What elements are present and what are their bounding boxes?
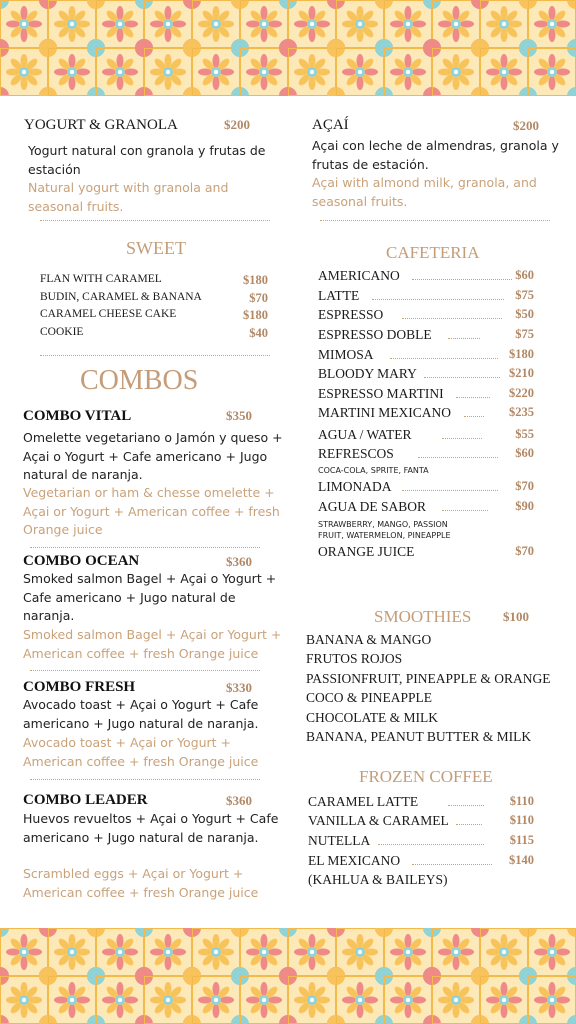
list-item: BANANA, PEANUT BUTTER & MILK	[306, 729, 532, 744]
item-price: $55	[515, 427, 534, 441]
item-price: $180	[243, 273, 268, 287]
item-price: $70	[515, 479, 534, 493]
combo-vital-description: Omelette vegetariano o Jamón y queso + Açai o Yogurt + Cafe americano + Jugo natural de naranja.	[23, 430, 283, 482]
list-item	[318, 499, 534, 519]
item-name: MARTINI MEXICANO	[318, 405, 452, 420]
item-name: VANILLA & CARAMEL	[308, 813, 449, 828]
item-price: $110	[509, 794, 534, 808]
item-name: ORANGE JUICE	[318, 544, 415, 559]
combo-leader-description-en: Scrambled eggs + Açai or Yogurt + American coffee + fresh Orange juice	[23, 866, 259, 900]
list-item	[318, 427, 534, 447]
list-item	[40, 308, 268, 326]
acai-description-en: Açai with almond milk, granola, and seasonal fruits.	[312, 175, 537, 209]
item-price: $70	[249, 291, 268, 305]
decorative-tile-border-top	[0, 0, 576, 96]
item-price: $140	[509, 853, 534, 867]
acai-description: Açai con leche de almendras, granola y frutas de estación.	[312, 138, 559, 172]
leader-dots	[412, 864, 492, 865]
list-item	[318, 307, 534, 327]
combo-ocean-title: COMBO OCEAN	[23, 553, 140, 569]
yogurt-description: Yogurt natural con granola y frutas de estación	[28, 143, 266, 177]
item-name: CARAMEL CHEESE CAKE	[40, 308, 177, 320]
list-item	[318, 288, 534, 308]
item-price: $60	[515, 268, 534, 282]
yogurt-price: $200	[224, 117, 250, 132]
leader-dots	[442, 510, 488, 511]
leader-dots	[390, 358, 498, 359]
cafeteria-heading: CAFETERIA	[386, 243, 480, 262]
list-item	[318, 446, 534, 466]
yogurt-description-en: Natural yogurt with granola and seasonal fruits.	[28, 180, 229, 214]
smoothies-heading: SMOOTHIES	[374, 607, 472, 626]
frozen-coffee-heading: FROZEN COFFEE	[359, 767, 493, 786]
combo-vital-title: COMBO VITAL	[23, 408, 132, 424]
item-name: MIMOSA	[318, 347, 374, 362]
combo-vital-price: $350	[226, 408, 252, 423]
list-item	[40, 273, 268, 291]
item-name: COOKIE	[40, 326, 84, 338]
leader-dots	[464, 416, 484, 417]
item-name: FLAN WITH CARAMEL	[40, 273, 162, 285]
agua-de-sabor-note: STRAWBERRY, MANGO, PASSION FRUIT, WATERMELON, PINEAPPLE	[318, 520, 451, 540]
divider	[40, 355, 270, 356]
divider	[30, 779, 260, 780]
item-name: LIMONADA	[318, 479, 392, 494]
item-price: $50	[515, 307, 534, 321]
acai-price: $200	[513, 118, 539, 133]
leader-dots	[372, 299, 504, 300]
list-item	[318, 327, 534, 347]
list-item	[308, 853, 534, 873]
leader-dots	[402, 490, 498, 491]
item-price: $60	[515, 446, 534, 460]
smoothies-price: $100	[503, 609, 529, 624]
item-price: $235	[509, 405, 534, 419]
combos-heading: COMBOS	[80, 365, 199, 396]
divider	[30, 547, 260, 548]
item-price: $180	[243, 308, 268, 322]
list-item	[308, 813, 534, 833]
refrescos-note: COCA-COLA, SPRITE, FANTA	[318, 466, 429, 475]
combo-ocean-price: $360	[226, 554, 252, 569]
list-item	[318, 479, 534, 499]
list-item	[318, 268, 534, 288]
decorative-tile-border-bottom	[0, 928, 576, 1024]
item-price: $90	[515, 499, 534, 513]
leader-dots	[412, 279, 512, 280]
leader-dots	[418, 457, 498, 458]
leader-dots	[442, 438, 482, 439]
combo-fresh-title: COMBO FRESH	[23, 679, 136, 695]
divider	[40, 220, 270, 221]
list-item: COCO & PINEAPPLE	[306, 690, 433, 705]
list-item	[308, 794, 534, 814]
item-price: $40	[249, 326, 268, 340]
item-name: ESPRESSO DOBLE	[318, 327, 432, 342]
list-item: PASSIONFRUIT, PINEAPPLE & ORANGE	[306, 671, 551, 686]
item-name: BLOODY MARY	[318, 366, 417, 381]
list-item: BANANA & MANGO	[306, 632, 432, 647]
item-name: AMERICANO	[318, 268, 400, 283]
item-name: AGUA / WATER	[318, 427, 412, 442]
item-price: $75	[515, 327, 534, 341]
item-price: $220	[509, 386, 534, 400]
list-item	[40, 326, 268, 344]
combo-leader-price: $360	[226, 793, 252, 808]
combo-fresh-description: Avocado toast + Açai o Yogurt + Cafe americano + Jugo natural de naranja.	[23, 697, 259, 731]
item-name: ESPRESSO MARTINI	[318, 386, 444, 401]
yogurt-title: YOGURT & GRANOLA	[24, 117, 178, 133]
combo-fresh-price: $330	[226, 680, 252, 695]
item-price: $110	[509, 813, 534, 827]
list-item: CHOCOLATE & MILK	[306, 710, 438, 725]
list-item	[318, 386, 534, 406]
item-price: $210	[509, 366, 534, 380]
leader-dots	[448, 338, 480, 339]
list-item	[318, 405, 534, 425]
divider	[320, 220, 550, 221]
leader-dots	[448, 805, 484, 806]
list-item	[40, 291, 268, 309]
leader-dots	[402, 318, 502, 319]
combo-leader-title: COMBO LEADER	[23, 792, 148, 808]
item-price: $115	[509, 833, 534, 847]
item-name: EL MEXICANO	[308, 853, 401, 868]
combo-leader-description: Huevos revueltos + Açai o Yogurt + Cafe americano + Jugo natural de naranja.	[23, 811, 279, 845]
list-item: FRUTOS ROJOS	[306, 651, 403, 666]
leader-dots	[456, 397, 490, 398]
list-item	[308, 833, 534, 853]
combo-vital-description-en: Vegetarian or ham & chesse omelette + Açai or Yogurt + American coffee + fresh Orange juice	[23, 485, 280, 537]
item-name: LATTE	[318, 288, 360, 303]
leader-dots	[456, 824, 482, 825]
item-name: ESPRESSO	[318, 307, 384, 322]
sweet-heading: SWEET	[126, 238, 186, 258]
combo-fresh-description-en: Avocado toast + Açai or Yogurt + American coffee + fresh Orange juice	[23, 735, 259, 769]
item-price: $180	[509, 347, 534, 361]
divider	[30, 670, 260, 671]
list-item	[318, 347, 534, 367]
list-item	[318, 544, 534, 564]
combo-ocean-description: Smoked salmon Bagel + Açai o Yogurt + Cafe americano + Jugo natural de naranja.	[23, 571, 277, 623]
el-mexicano-note: (KAHLUA & BAILEYS)	[308, 872, 448, 887]
leader-dots	[424, 377, 500, 378]
leader-dots	[378, 844, 484, 845]
item-name: CARAMEL LATTE	[308, 794, 419, 809]
item-name: BUDIN, CARAMEL & BANANA	[40, 291, 202, 303]
combo-ocean-description-en: Smoked salmon Bagel + Açai or Yogurt + American coffee + fresh Orange juice	[23, 627, 282, 661]
list-item	[318, 366, 534, 386]
item-price: $75	[515, 288, 534, 302]
item-price: $70	[515, 544, 534, 558]
item-name: REFRESCOS	[318, 446, 394, 461]
item-name: NUTELLA	[308, 833, 371, 848]
item-name: AGUA DE SABOR	[318, 499, 427, 514]
acai-title: AÇAÍ	[312, 117, 349, 133]
